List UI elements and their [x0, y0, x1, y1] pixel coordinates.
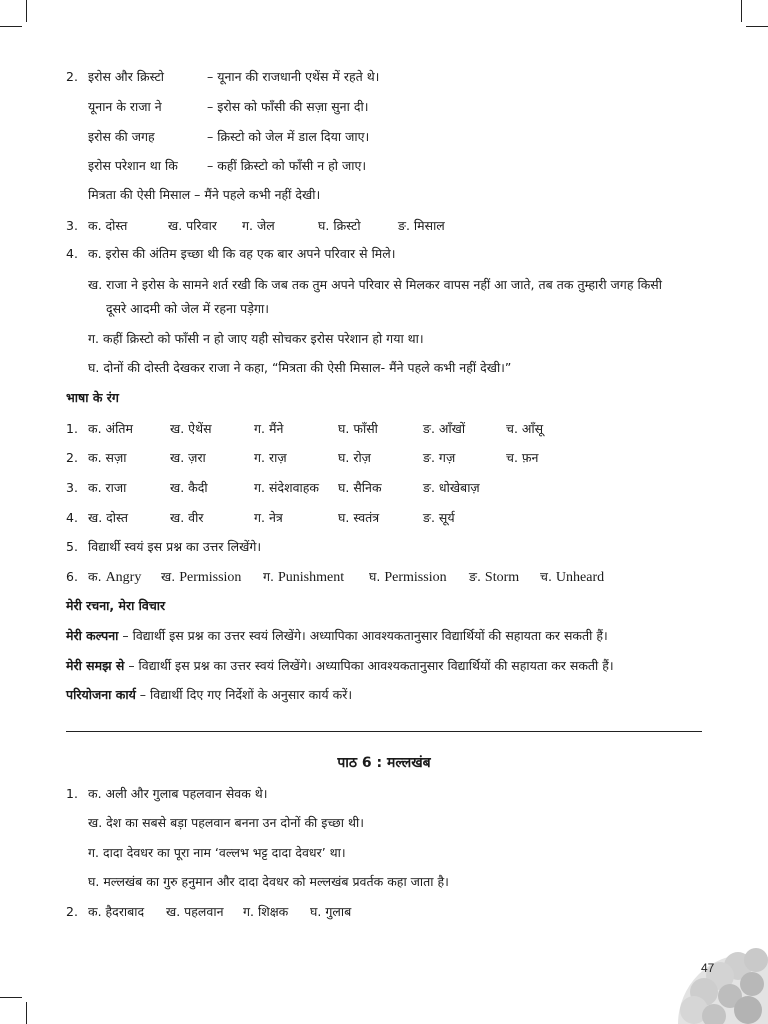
- q2-left: यूनान के राजा ने: [88, 99, 162, 114]
- q4-answer-d: घ. दोनों की दोस्ती देखकर राजा ने कहा, “मित्रता की ऐसी मिसाल- मैंने पहले कभी नहीं देखी।”: [88, 360, 512, 375]
- q4-answer-b-cont: दूसरे आदमी को जेल में रहना पड़ेगा।: [106, 301, 269, 316]
- q6-item: क. Angry: [88, 569, 142, 585]
- q2-right: – क्रिस्टो को जेल में डाल दिया जाए।: [207, 129, 370, 144]
- bhasha-q5-number: 5.: [66, 539, 78, 554]
- rachna-pariyojana: परियोजना कार्य – विद्यार्थी दिए गए निर्देशों के अनुसार कार्य करें।: [66, 687, 353, 702]
- bhasha-item: ग. राज़: [254, 450, 287, 465]
- bhasha-item: क. सज़ा: [88, 450, 127, 465]
- crop-mark: [26, 1002, 27, 1024]
- q6-item: च. Unheard: [540, 569, 605, 585]
- rachna-samajh: मेरी समझ से – विद्यार्थी इस प्रश्न का उत्तर स्वयं लिखेंगे। अध्यापिका आवश्यकतानुसार विद्यार्थियों की सहायता कर सकती हैं।: [66, 658, 614, 673]
- bhasha-item: ग. मैंने: [254, 421, 284, 436]
- ch-q1-number: 1.: [66, 786, 78, 801]
- bhasha-item: ख. दोस्त: [88, 510, 129, 525]
- bhasha-item: क. राजा: [88, 480, 127, 495]
- ch-q2-item: ग. शिक्षक: [243, 904, 289, 919]
- bhasha-item: ख. वीर: [170, 510, 204, 525]
- q2-left: इरोस की जगह: [88, 129, 155, 144]
- q6-item: ङ. Storm: [469, 569, 520, 585]
- q3-item: ङ. मिसाल: [398, 218, 445, 233]
- bhasha-item: ख. ज़रा: [170, 450, 206, 465]
- bhasha-item: ङ. धोखेबाज़: [423, 480, 480, 495]
- bhasha-item: ङ. सूर्य: [423, 510, 455, 525]
- crop-mark: [0, 26, 22, 27]
- rachna-kalpana: मेरी कल्पना – विद्यार्थी इस प्रश्न का उत्तर स्वयं लिखेंगे। अध्यापिका आवश्यकतानुसार विद्यार्थियों की सहायता कर सकती हैं।: [66, 628, 608, 643]
- bhasha-item: घ. स्वतंत्र: [338, 510, 380, 525]
- q6-item: ग. Punishment: [263, 569, 345, 585]
- q2-right: – इरोस को फाँसी की सज़ा सुना दी।: [207, 99, 369, 114]
- bhasha-item: च. फ़न: [506, 450, 539, 465]
- ch-q1-answer: ग. दादा देवधर का पूरा नाम ‘वल्लभ भट्ट दादा देवधर’ था।: [88, 845, 346, 860]
- q4-answer-c: ग. कहीं क्रिस्टो को फाँसी न हो जाए यही सोचकर इरोस परेशान हो गया था।: [88, 331, 424, 346]
- bhasha-q5-text: विद्यार्थी स्वयं इस प्रश्न का उत्तर लिखेंगे।: [88, 539, 262, 554]
- bhasha-row-number: 1.: [66, 421, 78, 436]
- bhasha-item: क. अंतिम: [88, 421, 133, 436]
- ch-q1-answer: क. अली और गुलाब पहलवान सेवक थे।: [88, 786, 268, 801]
- q2-left: इरोस परेशान था कि: [88, 158, 178, 173]
- ch-q2-number: 2.: [66, 904, 78, 919]
- ch-q2-item: घ. गुलाब: [310, 904, 352, 919]
- bhasha-item: घ. सैनिक: [338, 480, 382, 495]
- q2-right: – यूनान की राजधानी एथेंस में रहते थे।: [207, 69, 380, 84]
- crop-mark: [746, 26, 768, 27]
- ch-q1-answer: घ. मल्लखंब का गुरु हनुमान और दादा देवधर को मल्लखंब प्रवर्तक कहा जाता है।: [88, 874, 449, 889]
- q2-left: इरोस और क्रिस्टो: [88, 69, 165, 84]
- q2-number: 2.: [66, 69, 78, 84]
- bhasha-item: ङ. गज़: [423, 450, 456, 465]
- crop-mark: [26, 0, 27, 22]
- q3-item: ख. परिवार: [168, 218, 217, 233]
- bhasha-item: घ. फाँसी: [338, 421, 378, 436]
- bhasha-item: ख. ऐथेंस: [170, 421, 212, 436]
- bhasha-row-number: 4.: [66, 510, 78, 525]
- chapter-title: पाठ 6 : मल्लखंब: [337, 755, 431, 771]
- q2-right: – कहीं क्रिस्टो को फाँसी न हो जाए।: [207, 158, 367, 173]
- ch-q1-answer: ख. देश का सबसे बड़ा पहलवान बनना उन दोनों की इच्छा थी।: [88, 815, 364, 830]
- q4-answer-b: ख. राजा ने इरोस के सामने शर्त रखी कि जब तक तुम अपने परिवार से मिलकर वापस नहीं आ जाते, तब तक तुम्हारी जगह किसी: [88, 277, 662, 292]
- q3-item: क. दोस्त: [88, 218, 128, 233]
- bhasha-item: ग. नेत्र: [254, 510, 283, 525]
- q6-item: घ. Permission: [369, 569, 447, 585]
- bhasha-row-number: 2.: [66, 450, 78, 465]
- section-heading-bhasha: भाषा के रंग: [66, 390, 119, 405]
- bhasha-q6-number: 6.: [66, 569, 78, 584]
- crop-mark: [0, 997, 22, 998]
- q2-last-line: मित्रता की ऐसी मिसाल – मैंने पहले कभी नहीं देखी।: [88, 187, 321, 202]
- q3-item: घ. क्रिस्टो: [318, 218, 361, 233]
- bhasha-row-number: 3.: [66, 480, 78, 495]
- bhasha-item: घ. रोज़: [338, 450, 371, 465]
- bhasha-item: च. आँसू: [506, 421, 544, 436]
- bhasha-item: ङ. आँखों: [423, 421, 466, 436]
- page-number: 47: [701, 961, 715, 975]
- q4-number: 4.: [66, 246, 78, 261]
- q4-answer-a: क. इरोस की अंतिम इच्छा थी कि वह एक बार अपने परिवार से मिले।: [88, 246, 396, 261]
- q3-number: 3.: [66, 218, 78, 233]
- section-heading-rachna: मेरी रचना, मेरा विचार: [66, 598, 166, 613]
- q3-item: ग. जेल: [242, 218, 275, 233]
- ch-q2-item: ख. पहलवान: [166, 904, 224, 919]
- q6-item: ख. Permission: [161, 569, 242, 585]
- bhasha-item: ग. संदेशवाहक: [254, 480, 319, 495]
- section-divider: [66, 731, 702, 732]
- crop-mark: [741, 0, 742, 22]
- bhasha-item: ख. कैदी: [170, 480, 208, 495]
- ch-q2-item: क. हैदराबाद: [88, 904, 145, 919]
